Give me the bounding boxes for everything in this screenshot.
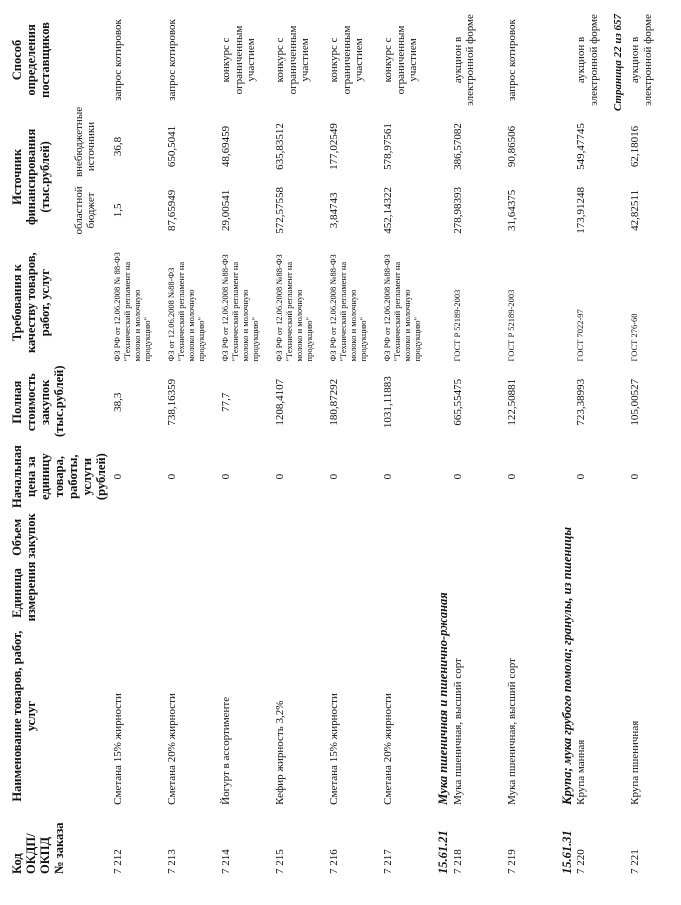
cell-price: 0 [382,473,394,480]
cell-unit [450,562,504,625]
cell-volume [272,513,326,561]
cell-requirements: ГОСТ Р 52189-2003 [505,289,516,362]
cell-method: запрос котировок [166,19,178,101]
cell-code: 7 214 [220,849,232,874]
page-footer: Страница 22 из 657 [612,14,624,112]
cell-method: запрос котировок [505,19,518,101]
cell-price: 0 [575,473,587,480]
cell-name: Мука пшеничная, высший сорт [451,658,464,805]
cell-extra: 549,47745 [575,123,587,170]
cell-requirements: ГОСТ Р 52189-2003 [451,289,462,362]
cell-extra: 48,69459 [220,125,232,168]
cell-total: 77,7 [220,392,232,412]
cell-total: 38,3 [112,392,124,412]
cell-unit [573,562,627,625]
table-row [218,7,272,877]
cell-budget: 42,82511 [629,190,641,231]
cell-requirements: ГОСТ 7022-97 [575,309,585,362]
header-funding-budget: областной бюджет [73,186,98,235]
header-method: Способ определения поставщиков [10,22,52,98]
header-funding-extra: внебюджетные источники [73,106,98,178]
cell-requirements: ФЗ РФ от 12.06.2008 №88-ФЗ "Технический регламент на молоко и молочную продукцию" [274,254,314,362]
header-requirements: Требования к качеству товаров, работ, услуг [10,252,52,353]
cell-extra: 177,02549 [328,123,340,170]
cell-unit [627,562,681,625]
cell-extra: 578,97561 [382,123,394,170]
cell-volume [627,513,681,561]
cell-requirements: ФЗ РФ от 12.06.2008 №88-ФЗ "Технический регламент на молоко и молочную продукцию" [220,254,260,362]
cell-total: 122,50881 [505,378,518,426]
cell-total: 723,38993 [575,378,587,426]
cell-name: Крупа пшеничная [629,720,641,805]
cell-requirements: ФЗ РФ от 12.06.2008 №88-ФЗ "Технический регламент на молоко и молочную продукцию" [382,254,422,362]
section-title: Крупа; мука грубого помола; гранулы, из пшеницы [559,526,574,805]
cell-price: 0 [112,473,124,480]
cell-price: 0 [220,473,232,480]
cell-name: Йогурт в ассортименте [220,696,232,805]
cell-code: 7 216 [328,849,340,874]
cell-budget: 87,65949 [166,189,178,232]
cell-requirements: ГОСТ 276-60 [629,313,639,362]
header-code-line: № заказа [52,822,66,874]
cell-name: Сметана 20% жирности [382,693,394,805]
cell-code: 7 219 [505,849,518,874]
cell-name: Сметана 15% жирности [328,693,340,805]
cell-budget: 173,91248 [575,187,587,234]
cell-volume [326,513,380,561]
header-unit: Единица измерения [10,561,38,622]
cell-method: запрос котировок [112,19,124,101]
cell-price: 0 [629,473,641,480]
cell-name: Сметана 15% жирности [112,693,124,805]
section-row [434,7,450,877]
cell-extra: 650,5041 [166,125,178,168]
cell-total: 665,55475 [451,378,464,426]
header-name: Наименование товаров, работ, услуг [10,630,38,802]
cell-extra: 386,57082 [451,123,464,170]
cell-budget: 31,64375 [505,189,518,232]
cell-code: 7 220 [575,849,587,874]
section-code: 15.61.21 [436,830,450,874]
header-code-line: ОКПД [38,836,52,874]
cell-total: 1031,11883 [382,376,394,429]
cell-code: 7 218 [451,849,464,874]
section-code: 15.61.31 [559,830,574,874]
cell-total: 1208,4107 [274,378,286,426]
cell-code: 7 213 [166,849,178,874]
cell-method: аукцион в электронной форме [451,14,476,106]
table-row [504,7,558,877]
cell-total: 105,00527 [629,378,641,426]
cell-volume [218,513,272,561]
header-code-line: Код [10,853,24,874]
table-row [450,7,504,877]
cell-requirements: ФЗ от 12.06.2008 №88-ФЗ "Технический регламент на молоко и молочную продукцию" [166,261,206,362]
cell-code: 7 217 [382,849,394,874]
header-row [8,7,71,877]
cell-volume [164,513,218,561]
cell-code: 7 215 [274,849,286,874]
cell-unit [326,562,380,625]
cell-extra: 36,8 [112,136,124,157]
cell-budget: 452,14322 [382,187,394,234]
cell-extra: 635,83512 [274,123,286,170]
header-price: Начальная цена за единицу товара, работы, услуги (рублей) [10,445,108,508]
cell-price: 0 [274,473,286,480]
cell-unit [110,562,164,625]
cell-price: 0 [451,473,464,480]
header-code-line: ОКДП/ [24,833,38,874]
cell-method: конкурс с ограниченным участием [328,25,365,95]
header-total: Полная стоимость закупок (тыс.рублей) [10,365,66,437]
cell-extra: 62,18016 [629,125,641,168]
procurement-table [8,7,681,877]
cell-code: 7 221 [629,849,641,874]
table-row [627,7,681,877]
cell-method: аукцион в электронной форме [575,14,600,106]
table-row [573,7,627,877]
table-row [272,7,326,877]
cell-requirements: ФЗ РФ от 12.06.2008 № 88-ФЗ "Технический регламент на молоко и молочную продукцию" [112,252,152,362]
cell-name: Кефир жирность 3,2% [274,700,286,805]
cell-budget: 278,98393 [451,187,464,234]
cell-unit [218,562,272,625]
cell-unit [380,562,434,625]
cell-method: конкурс с ограниченным участием [274,25,311,95]
cell-price: 0 [505,473,518,480]
table-row [110,7,164,877]
cell-name: Крупа манная [575,739,587,805]
cell-name: Мука пшеничная, высший сорт [505,658,518,805]
cell-volume [380,513,434,561]
cell-budget: 1,5 [112,203,124,218]
cell-unit [272,562,326,625]
cell-volume [110,513,164,561]
cell-unit [164,562,218,625]
cell-extra: 90,86506 [505,125,518,168]
cell-budget: 29,00541 [220,189,232,232]
table-body [110,7,681,877]
cell-price: 0 [328,473,340,480]
cell-budget: 3,84743 [328,192,340,229]
header-funding: Источник финансирования (тыс.рублей) [10,128,52,226]
header-code [8,808,110,877]
cell-volume [573,513,627,561]
cell-method: аукцион в электронной форме [629,14,654,106]
header-volume: Объем закупок [10,513,38,559]
section-title: Мука пшеничная и пшенично-ржаная [436,592,450,805]
cell-volume [504,513,558,561]
cell-method: конкурс с ограниченным участием [382,25,419,95]
table-row [326,7,380,877]
table-row [380,7,434,877]
cell-total: 738,16359 [166,378,178,426]
cell-unit [504,562,558,625]
cell-name: Сметана 20% жирности [166,693,178,805]
cell-method: конкурс с ограниченным участием [220,25,257,95]
cell-requirements: ФЗ РФ от 12.06.2008 №88-ФЗ "Технический регламент на молоко и молочную продукцию" [328,254,368,362]
cell-total: 180,87292 [328,378,340,426]
cell-budget: 572,57558 [274,187,286,234]
cell-volume [450,513,504,561]
section-row [558,7,574,877]
cell-code: 7 212 [112,849,124,874]
cell-price: 0 [166,473,178,480]
table-row [164,7,218,877]
